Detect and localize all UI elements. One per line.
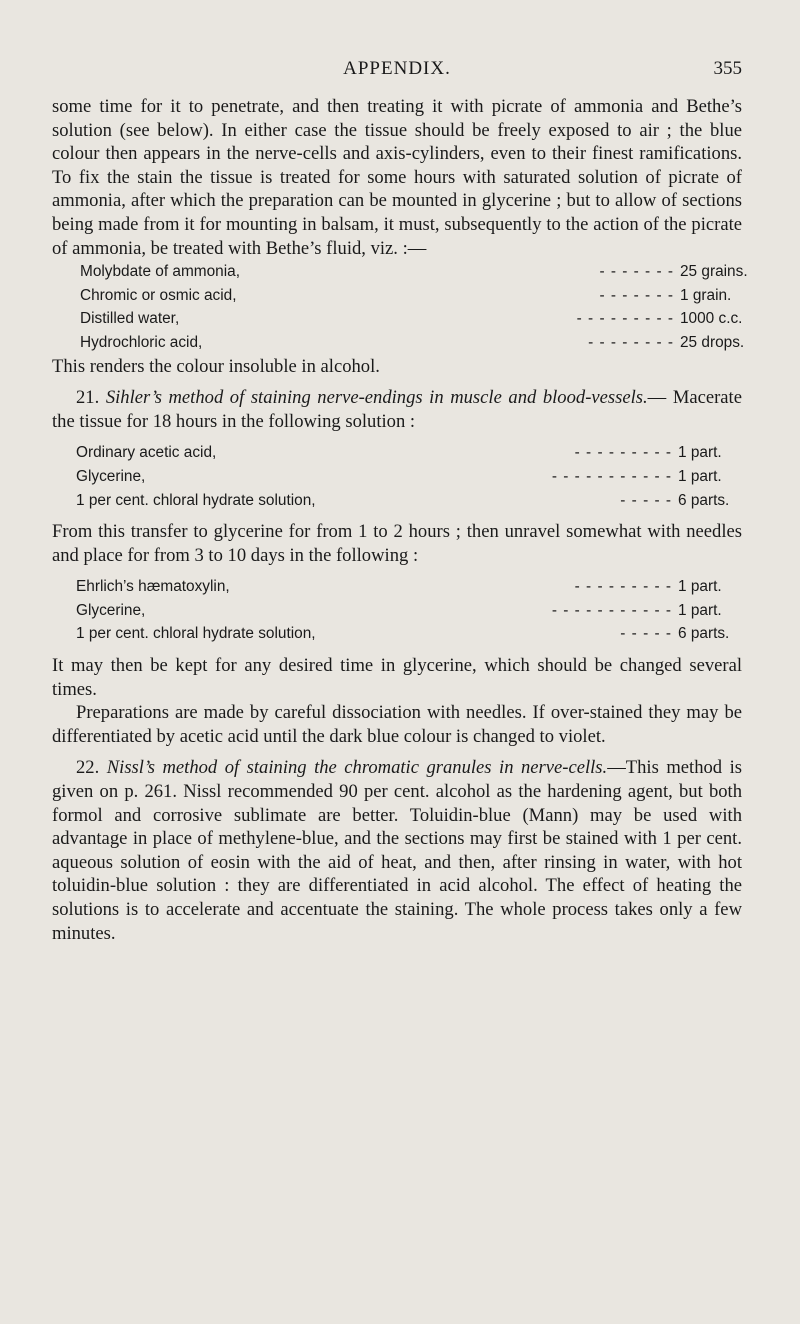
section-21 [52,386,742,433]
recipe-row [52,575,742,599]
ingredient: Glycerine, [76,467,146,485]
recipe-row [52,284,742,308]
recipe-row [52,622,742,646]
leader-dots: - - - - - - - - - - - [551,467,672,485]
amount: 6 parts. [678,491,730,509]
amount: 25 drops. [680,333,745,351]
leader-dots: - - - - - [620,491,672,509]
recipe-row [52,489,742,513]
paragraph-preparations: Preparations are made by careful dissociation with needles. If over-stained they may be differentiated by acetic acid until the dark blue colour is changed to violet. [52,702,742,747]
page-body [52,95,748,945]
leader-dots: - - - - - - - [599,286,674,304]
ingredient: Distilled water, [80,310,180,328]
running-head: APPENDIX. [343,58,451,79]
leader-dots: - - - - - - - [599,263,674,281]
ingredient: 1 per cent. chloral hydrate solution, [76,491,316,509]
leader-dots: - - - - - - - - - [574,578,672,596]
section-text: —This method is given on p. 261. Nissl recommended 90 per cent. alcohol as the hardening agent, but both formol and corrosive sublimate are better. Toluidin-blue (Mann) may be used with advantage in place of methylene-blue, and the sections may first be stained with 1 per cent. aqueous solution of eosin with the aid of heat, and then, after rinsing in water, with hot toluidin-blue solution : they are differentiated in acid alcohol. The effect of heating the solutions is to accelerate and accentuate the staining. The whole process takes only a few minutes. [52,757,742,944]
amount: 6 parts. [678,625,730,643]
paragraph-colour-insoluble: This renders the colour insoluble in alcohol. [52,355,380,377]
ingredient: 1 per cent. chloral hydrate solution, [76,625,316,643]
leader-dots: - - - - - - - - - - - [551,601,672,619]
ingredient: Chromic or osmic acid, [80,286,237,304]
amount: 25 grains. [680,263,748,281]
sihler-maceration-recipe [52,441,742,512]
amount: 1 part. [678,601,722,619]
amount: 1 part. [678,444,722,462]
leader-dots: - - - - - - - - - [576,310,674,328]
paragraph-kept-glycerine: It may then be kept for any desired time in glycerine, which should be changed several times. [52,655,742,700]
recipe-row [52,441,742,465]
recipe-row [52,599,742,623]
ingredient: Molybdate of ammonia, [80,263,240,281]
section-title: Sihler’s method of staining nerve-endings in muscle and blood-vessels. [105,387,648,409]
sihler-staining-recipe [52,575,742,646]
section-text: — Macerate the tissue for 18 hours in the following solution : [52,387,742,432]
amount: 1 part. [678,467,722,485]
leader-dots: - - - - - - - - - [574,444,672,462]
amount: 1 grain. [680,286,732,304]
page-header [52,58,742,88]
recipe-row [52,331,745,355]
recipe-row [52,465,742,489]
section-22 [52,756,742,945]
ingredient: Glycerine, [76,601,146,619]
ingredient: Hydrochloric acid, [80,333,203,351]
ingredient: Ehrlich’s hæmatoxylin, [76,578,230,596]
recipe-row [52,260,748,284]
amount: 1 part. [678,578,722,596]
leader-dots: - - - - - [620,625,672,643]
leader-dots: - - - - - - - - [588,333,674,351]
amount: 1000 c.c. [680,310,743,328]
paragraph-bethe-fluid: some time for it to penetrate, and then treating it with picrate of ammonia and Bethe’s solution (see below). In either case the tissue should be freely exposed to air ; the blue colour then appears in the nerve-cells and axis-cylinders, even to their finest ramifications. To fix the stain the tissue is treated for some hours with saturated solution of picrate of ammonia, after which the preparation can be mounted in glycerine ; but to allow of sections being made from it for mounting in balsam, it must, subsequently to the action of the picrate of ammonia, be treated with Bethe’s fluid, viz. :— [52,96,742,259]
section-title: Nissl’s method of staining the chromatic granules in nerve-cells. [106,757,608,779]
ingredient: Ordinary acetic acid, [76,444,217,462]
section-number: 21. [76,387,100,409]
paragraph-transfer-glycerine: From this transfer to glycerine for from 1 to 2 hours ; then unravel somewhat with needles and place for from 3 to 10 days in the following : [52,521,742,566]
bethe-fluid-recipe [52,260,748,354]
recipe-row [52,307,742,331]
section-number: 22. [76,757,100,779]
page-number: 355 [713,58,742,79]
